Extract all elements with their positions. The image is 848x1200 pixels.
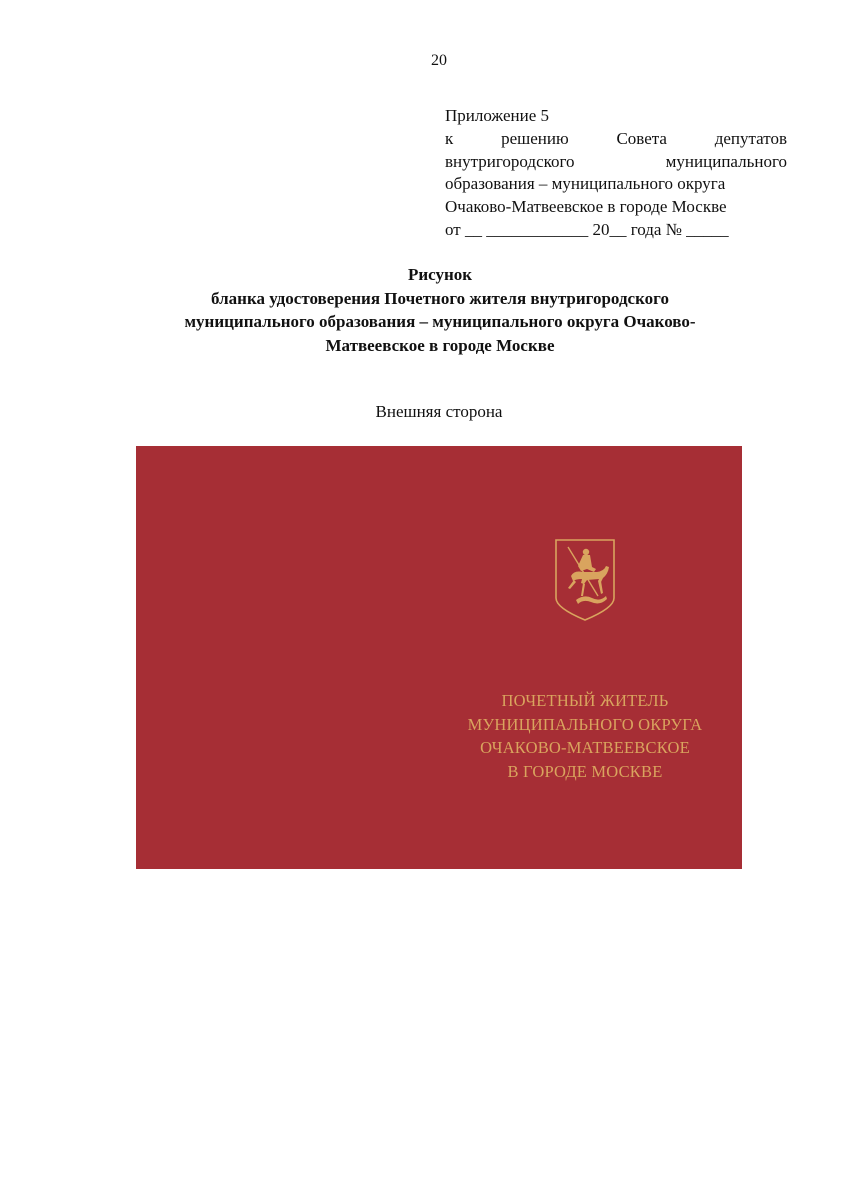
appendix-word: решению [501,128,569,148]
appendix-line-5: Очаково-Матвеевское в городе Москве [445,197,727,217]
title-line-2: бланка удостоверения Почетного жителя внутригородского [211,288,669,308]
cover-title [436,689,734,783]
appendix-word: Совета [616,128,667,148]
appendix-header [445,105,787,242]
appendix-line-6: от __ ____________ 20__ года № _____ [445,219,729,239]
title-line-1: Рисунок [407,265,473,284]
appendix-word: депутатов [714,128,788,148]
moscow-coat-of-arms-icon [554,538,616,622]
appendix-word: внутригородского [445,151,575,171]
cover-line-3: ОЧАКОВО-МАТВЕЕВСКОЕ [480,738,690,757]
page-number: 20 [431,52,447,69]
document-title [110,263,770,357]
cover-line-4: В ГОРОДЕ МОСКВЕ [507,761,663,781]
appendix-line-3 [445,151,787,174]
cover-line-2: МУНИЦИПАЛЬНОГО ОКРУГА [467,714,703,734]
appendix-line-2 [445,128,787,151]
appendix-word: к [445,128,454,148]
appendix-line-4: образования – муниципального округа [445,174,726,194]
appendix-line-1: Приложение 5 [445,106,549,125]
cover-line-1: ПОЧЕТНЫЙ ЖИТЕЛЬ [501,691,669,710]
certificate-cover [136,446,742,869]
side-label: Внешняя сторона [375,402,503,421]
title-line-3: муниципального образования – муниципального округа Очаково- [184,312,696,331]
title-line-4: Матвеевское в городе Москве [325,335,555,355]
appendix-word: муниципального [665,151,787,171]
